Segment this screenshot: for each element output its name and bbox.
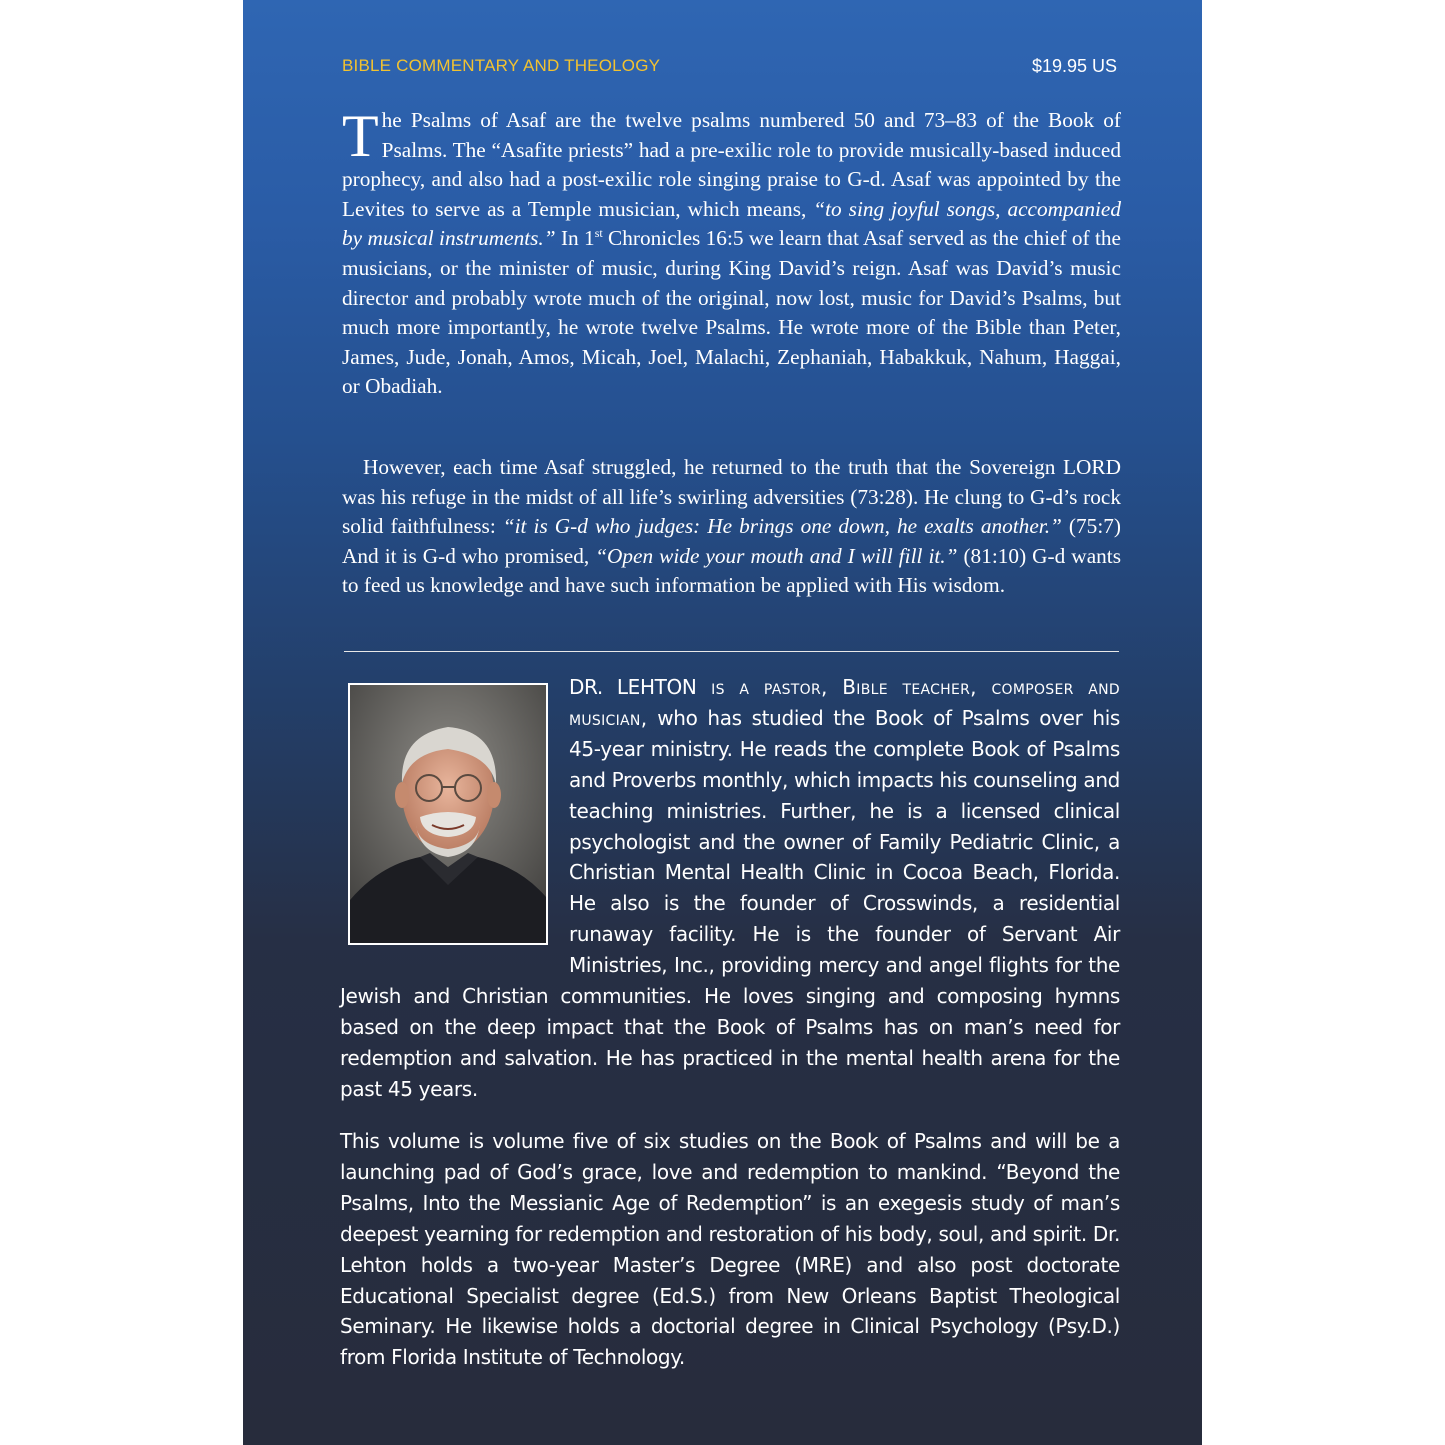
- second-paragraph: [342, 453, 1121, 601]
- intro-text-c: Chronicles 16:5 we learn that Asaf served as the chief of the musicians, or the minister of music, during King David’s reign. Asaf was David’s music director and probably wrote much of the original, now lost, music for David’s Psalms, but much more importantly, he wrote twelve Psalms. He wrote more of the Bible than Peter, James, Jude, Jonah, Amos, Micah, Joel, Malachi, Zephaniah, Habakkuk, Nahum, Haggai, or Obadiah.: [342, 226, 1121, 399]
- author-bio: [340, 672, 1120, 1105]
- bio-text: who has studied the Book of Psalms over his 45-year ministry. He reads the complete Book of Psalms and Proverbs monthly, which impacts his counseling and teaching ministries. Further, he is a licensed clinical psychologist and the owner of Family Pediatric Clinic, a Christian Mental Health Clinic in Cocoa Beach, Florida. He also is the founder of Crosswinds, a residential runaway facility. He is the founder of Servant Air Ministries, Inc., providing mercy and angel flights for the Jewish and Christian communities. He loves singing and composing hymns based on the deep impact that the Book of Psalms has on man’s need for redemption and salvation. He has practiced in the mental health arena for the past 45 years.: [340, 705, 1120, 1101]
- bio-lead: is a pastor, Bible teacher, composer and musician,: [569, 675, 1121, 730]
- price-label: $19.95 US: [1031, 56, 1117, 76]
- volume-paragraph: This volume is volume five of six studies on the Book of Psalms and will be a launching pad of God’s grace, love and redemption to mankind. “Beyond the Psalms, Into the Messianic Age of Redemption” is an exegesis study of man’s deepest yearning for redemption and restoration of his body, soul, and spirit. Dr. Lehton holds a two-year Master’s Degree (MRE) and also post doctorate Educational Specialist degree (Ed.S.) from New Orleans Baptist Theological Seminary. He likewise holds a doctorial degree in Clinical Psychology (Psy.D.) from Florida Institute of Technology.: [340, 1129, 1120, 1370]
- intro-text-a: he Psalms of Asaf are the twelve psalms numbered 50 and 73–83 of the Book of Psalms. The “Asafite priests” had a pre-exilic role to provide musically-based induced prophecy, and also had a post-exilic role singing praise to G-d. Asaf was appointed by the Levites to serve as a Temple musician, which means,: [342, 108, 1121, 221]
- section-divider: [344, 651, 1119, 652]
- author-portrait-image: [350, 685, 546, 943]
- intro-superscript: st: [594, 226, 603, 241]
- intro-text-b: In 1: [555, 226, 595, 251]
- author-photo: [348, 683, 548, 945]
- bio-name: DR. LEHTON: [569, 675, 697, 699]
- second-text-c: (81:10) G-d wants to feed us knowledge and have such information be applied with His wisdom.: [342, 543, 1121, 598]
- second-text-b: (75:7) And it is G-d who promised,: [342, 514, 1121, 568]
- second-text-a: However, each time Asaf struggled, he returned to the truth that the Sovereign LORD was his refuge in the midst of all life’s swirling adversities (73:28). He clung to G-d’s rock solid faithfulness:: [342, 455, 1121, 539]
- second-quote-1: “it is G-d who judges: He brings one down, he exalts another.”: [502, 514, 1062, 539]
- second-quote-2: “Open wide your mouth and I will fill it.”: [595, 543, 958, 568]
- intro-quote: “to sing joyful songs, accompanied by musical instruments.”: [342, 196, 1121, 251]
- back-cover: [243, 0, 1202, 1445]
- category-label: BIBLE COMMENTARY AND THEOLOGY: [342, 56, 661, 75]
- drop-cap: T: [342, 103, 379, 169]
- intro-paragraph: [342, 103, 1121, 402]
